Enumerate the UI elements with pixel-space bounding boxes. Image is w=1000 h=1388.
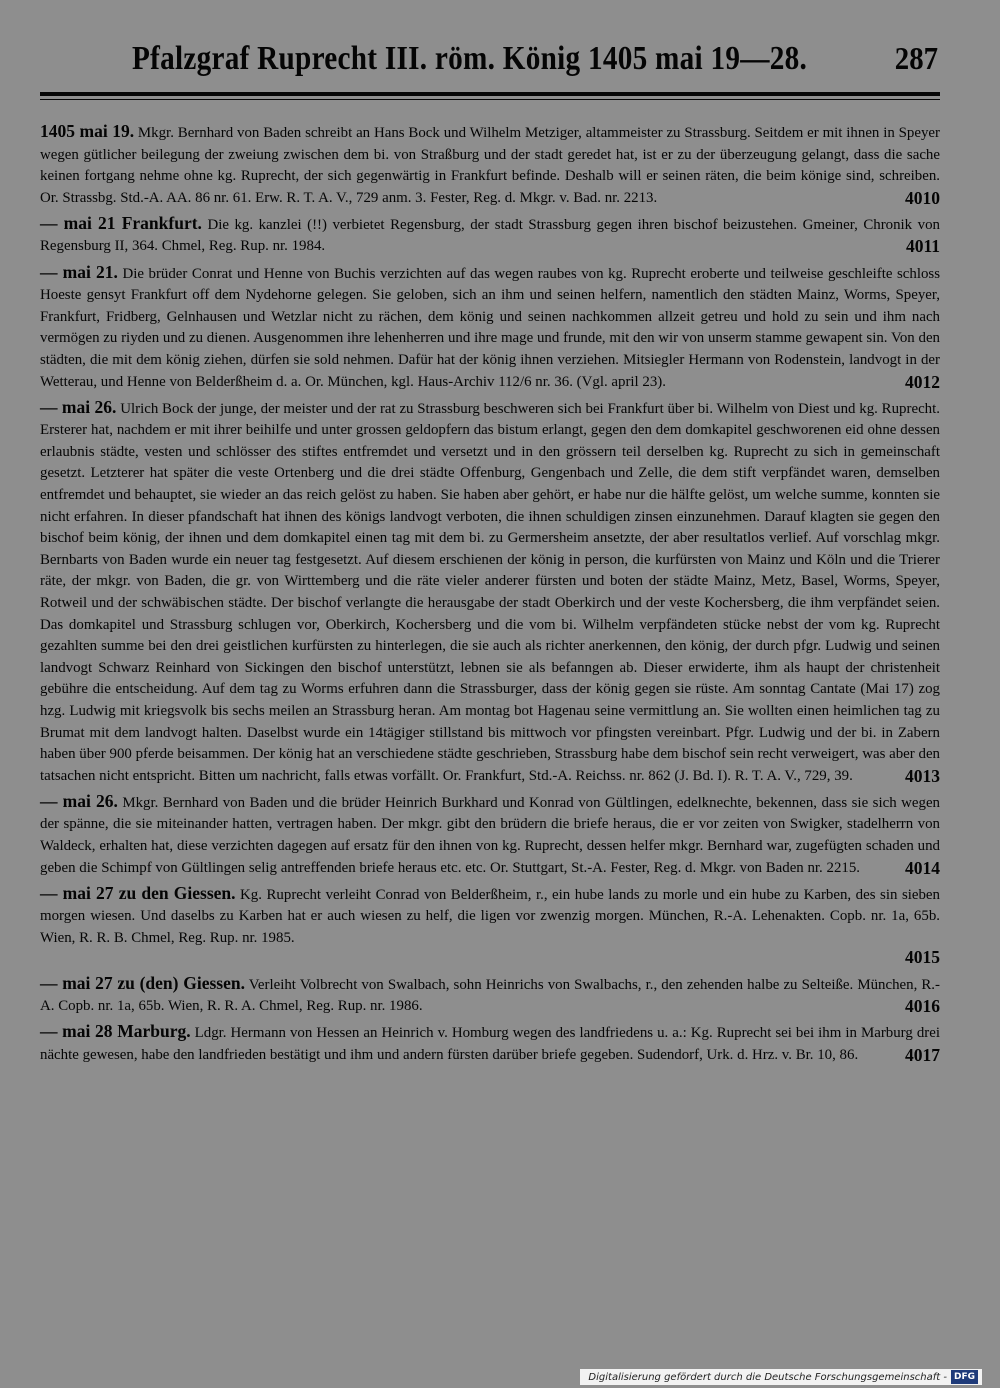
entry-number: 4013 <box>905 765 940 786</box>
entry-text: Ldgr. Hermann von Hessen an Heinrich v. Homburg wegen des landfriedens u. a.: Kg. Ruprecht sei bei ihm in Marburg drei nächte gewesen, habe den landfrieden bestätigt und ihm und andern fürsten darüber briefe gegeben. Sudendorf, Urk. d. Hrz. v. Br. 10, 86. <box>40 1025 940 1063</box>
regest-entry-4015 <box>40 883 940 969</box>
entry-number: 4015 <box>905 947 940 968</box>
entry-date: — mai 27 zu (den) Giessen. <box>40 972 245 993</box>
regest-entry-4016 <box>40 973 940 1018</box>
entry-number: 4017 <box>905 1044 940 1065</box>
entry-number: 4010 <box>905 187 940 208</box>
dfg-logo: DFG <box>951 1370 978 1384</box>
entry-date: 1405 mai 19. <box>40 121 135 141</box>
entry-text: Mkgr. Bernhard von Baden schreibt an Hans Bock und Wilhelm Metziger, altammeister zu Strassburg. Seitdem er mit ihnen in Speyer wegen gütlicher beilegung der zweiung zwischen dem bi. von Straßburg und der stadt geredet hat, ist er zu der überzeugung gelangt, dass die sache keinen fortgang nehme ohne kg. Ruprecht, der sich gegenwärtig in Frankfurt befinde. Deshalb will er seinen räten, die beim könige sind, schreiben. Or. Strassbg. Std.-A. AA. 86 nr. 61. Erw. R. T. A. V., 729 anm. 3. Fester, Reg. d. Mkgr. v. Bad. nr. 2213. <box>40 125 940 206</box>
entry-text: Die brüder Conrat und Henne von Buchis verzichten auf das wegen raubes von kg. Ruprecht eroberte und teilweise geschleifte schloss Hoeste gensyt Frankfurt off dem Nydehorne gelegen. Sie geloben, sich an ihm und seinen helfern, namentlich den städten Mainz, Worms, Speyer, Frankfurt, Fridberg, Gelnhausen und Wetzlar nicht zu rächen, dem könig und seinen nachkommen allzeit getreu und hold zu sein und ihm nach vermögen zu riyden und zu dienen. Ausgenommen ihre lehenherren und ihre mage und frunde, mit den wir von unserm stamme gewapent sin. Von den städten, die mit dem könig ziehen, dürfen sie sold nehmen. Dafür hat der könig ihnen verziehen. Mitsiegler Hermann von Rodenstein, landvogt in der Wetterau, und Henne von Belderßheim d. a. Or. München, kgl. Haus-Archiv 112/6 nr. 36. (Vgl. april 23). <box>40 265 940 390</box>
entry-date: — mai 28 Marburg. <box>40 1021 191 1042</box>
page-number: 287 <box>894 40 938 76</box>
regest-entry-4010 <box>40 121 940 209</box>
entry-text: Verleiht Volbrecht von Swalbach, sohn Heinrichs von Swalbachs, r., den zehenden halbe zu Selteiße. München, R.-A. Copb. nr. 1a, 65b. Wien, R. R. A. Chmel, Reg. Rup. nr. 1986. <box>40 976 940 1015</box>
entry-number: 4016 <box>905 996 940 1017</box>
footer-credit: Digitalisierung gefördert durch die Deutsche Forschungsgemeinschaft - <box>588 1371 947 1383</box>
regest-entry-4017 <box>40 1021 940 1066</box>
entry-date: — mai 21 Frankfurt. <box>40 212 202 233</box>
regest-entry-4014 <box>40 791 940 879</box>
regesta-list <box>40 121 940 1070</box>
running-header <box>40 40 940 84</box>
funding-footer <box>580 1369 982 1385</box>
regest-entry-4011 <box>40 213 940 258</box>
regest-entry-4012 <box>40 262 940 394</box>
entry-text: Die kg. kanzlei (!!) verbietet Regensburg, der stadt Strassburg gegen ihren bischof beizustehen. Gmeiner, Chronik von Regensburg II, 364. Chmel, Reg. Rup. nr. 1984. <box>40 216 940 255</box>
entry-date: — mai 27 zu den Giessen. <box>40 882 236 903</box>
header-rule-thick <box>40 92 940 96</box>
entry-date: — mai 21. <box>40 261 118 282</box>
entry-date: — mai 26. <box>40 396 117 417</box>
entry-number: 4014 <box>905 857 940 878</box>
entry-number: 4011 <box>905 236 940 257</box>
header-rule-thin <box>40 99 940 100</box>
entry-number: 4012 <box>905 371 940 392</box>
entry-text: Ulrich Bock der junge, der meister und der rat zu Strassburg beschweren sich bei Frankfurt über bi. Wilhelm von Diest und kg. Ruprecht. Ersterer hat, nachdem er mit ihrer beihilfe und unter grossen geldopfern das bistum erlangt, gegen den dem domkapitel geschworenen eid ohne dessen erlaubnis städte, vesten und schlösser des stiftes entfremdet und versetzt und in den grössern teil derselben kg. Ruprecht zu sich in gemeinschaft gesetzt. Letzterer hat später die veste Ortenberg und die drei städte Offenburg, Gengenbach und Zelle, die dem stift verpfändet waren, demselben entfremdet und behauptet, sie wieder an das reich gelöst zu haben. Sie haben aber gehört, er habe nur die hälfte gelöst, um welche summe, konnten sie nicht erfahren. In dieser pfandschaft hat ihnen des königs landvogt verboten, die ihnen schuldigen zinsen einzunehmen. Darauf klagten sie gegen den bischof beim könig, der ihnen und dem domkapitel einen tag mit dem bi. zu Germersheim ansetzte, der aber resultatlos verlief. Auf vorschlag mkgr. Bernbarts von Baden wurde ein neuer tag festgesetzt. Auf diesem erschienen der könig in person, die kurfürsten von Mainz und Köln und die Trierer räte, der mkgr. von Baden, die gr. von Wirttemberg und die räte vieler anderer fürsten und boten der städte Mainz, Metz, Basel, Worms, Speyer, Rotweil und der schwäbischen städte. Der bischof verlangte die herausgabe der stadt Oberkirch und der veste Kochersberg, die ihm verpfändet seien. Das domkapitel und Strassburg schlugen vor, Oberkirch, Kochersberg und die vom bi. Wilhelm verpfändeten stücke nebst der vom kg. Ruprecht gezahlten summe bei den drei geistlichen kurfürsten zu hinterlegen, die sie auch als richter anerkennen, den könig, der durch pfgr. Ludwig und seinen landvogt Schwarz Reinhard von Sickingen den bischof unterstützt, lebnen sie als befanngen ab. Dieser erwiderte, ihm als haupt der christenheit gebühre die entscheidung. Auf dem tag zu Worms erfuhren dann die Strassburger, dass der könig gegen sie rüste. Am sonntag Cantate (Mai 17) zog hzg. Ludwig mit kriegsvolk bis sechs meilen an Strassburg heran. Am montag bot Hagenau seine vermittlung an. Sie wollten einen heimlichen tag zu Brumat mit dem landvogt halten. Daselbst wurde ein 14tägiger stillstand bis mittwoch vor pfingsten vereinbart. Pfgr. Ludwig und der bi. in Zabern haben über 900 pferde beisammen. Der könig hat an verschiedene städte geschrieben, Strassburg habe dem bischof sein recht verweigert, was aber den tatsachen nicht entspricht. Bitten um nachricht, falls etwas vorfällt. Or. Frankfurt, Std.-A. Reichss. nr. 862 (J. Bd. I). R. T. A. V., 729, 39. <box>40 400 940 784</box>
regest-entry-4013 <box>40 397 940 788</box>
entry-text: Mkgr. Bernhard von Baden und die brüder Heinrich Burkhard und Konrad von Gültlingen, edelknechte, bekennen, dass sie sich wegen der spänne, die sie miteinander hatten, vertragen haben. Der mkgr. gibt den brüdern die briefe heraus, die er vor zeiten von Swigker, stadelherrn von Waldeck, erhalten hat, diese verzichten dagegen auf ersatz für den ihnen von kg. Ruprecht, dessen helfer mkgr. Bernhard war, zugefügten schaden und geben die Schimpf von Gültlingen selig antreffenden briefe heraus etc. etc. Or. Stuttgart, St.-A. Fester, Reg. d. Mkgr. von Baden nr. 2215. <box>40 794 940 876</box>
entry-text: Kg. Ruprecht verleiht Conrad von Belderßheim, r., ein hube lands zu morle und ein hube zu Karben, des sin sieben morgen wiesen. Und daselbs zu Karben hat er auch wiesen zu helf, die ligen vor zwenzig morgen. München, R.-A. Lehenakten. Copb. nr. 1a, 65b. Wien, R. R. B. Chmel, Reg. Rup. nr. 1985. <box>40 886 940 946</box>
page-title: Pfalzgraf Ruprecht III. röm. König 1405 mai 19—28. <box>132 40 808 77</box>
entry-date: — mai 26. <box>40 790 118 811</box>
